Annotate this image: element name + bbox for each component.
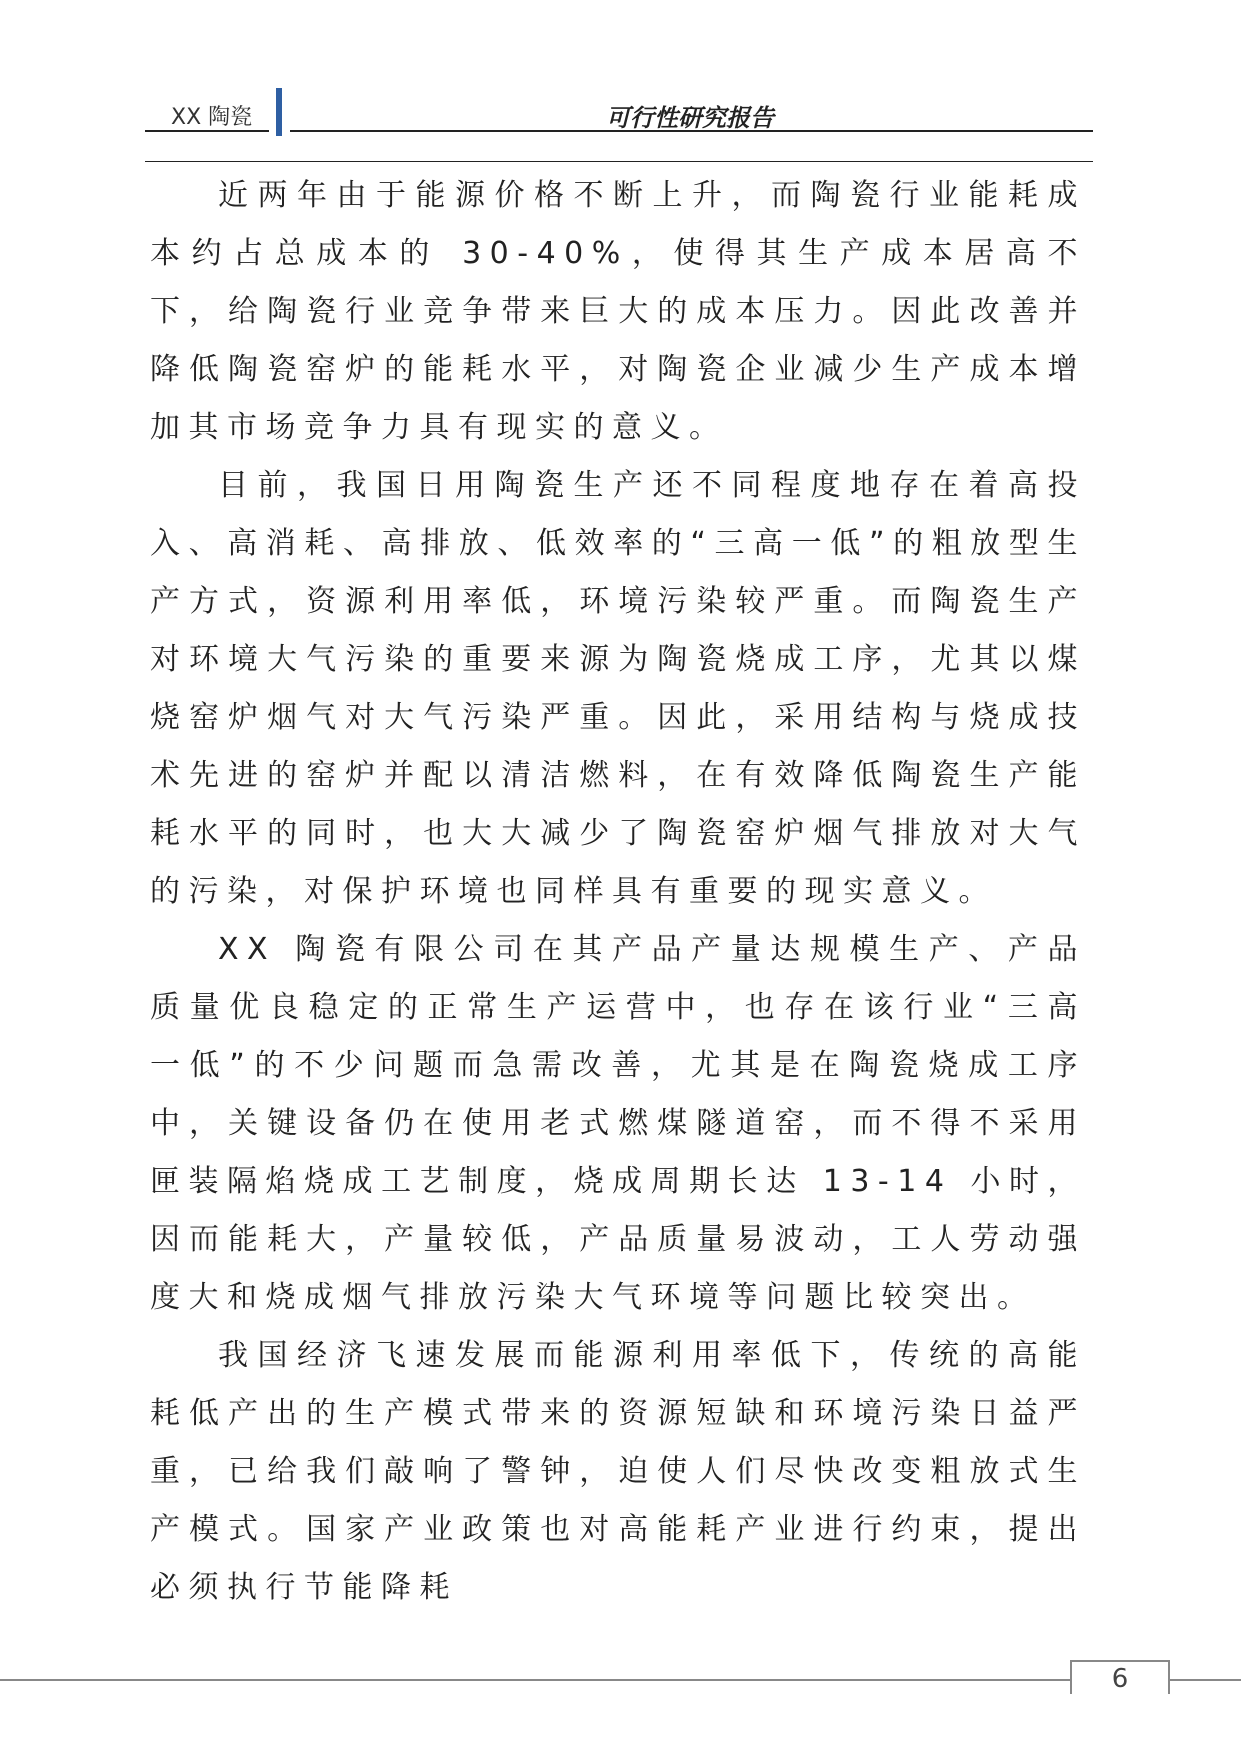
paragraph-4: 我国经济飞速发展而能源利用率低下，传统的高能耗低产出的生产模式带来的资源短缺和环境污染日益严重，已给我们敲响了警钟，迫使人们尽快改变粗放式生产模式。国家产业政策也对高能耗产业进行约束，提出必须执行节能降耗 <box>150 1338 1086 1605</box>
page-number: 6 <box>1111 1664 1129 1694</box>
paragraph-1: 近两年由于能源价格不断上升，而陶瓷行业能耗成本约占总成本的 30-40%，使得其生产成本居高不下，给陶瓷行业竞争带来巨大的成本压力。因此改善并降低陶瓷窑炉的能耗水平，对陶瓷企业减少生产成本增加其市场竞争力具有现实的意义。 <box>150 178 1086 445</box>
header-divider <box>145 161 1093 162</box>
body-content <box>150 167 1086 1617</box>
paragraph-2: 目前，我国日用陶瓷生产还不同程度地存在着高投入、高消耗、高排放、低效率的“三高一低”的粗放型生产方式，资源利用率低，环境污染较严重。而陶瓷生产对环境大气污染的重要来源为陶瓷烧成工序，尤其以煤烧窑炉烟气对大气污染严重。因此，采用结构与烧成技术先进的窑炉并配以清洁燃料，在有效降低陶瓷生产能耗水平的同时，也大大减少了陶瓷窑炉烟气排放对大气的污染，对保护环境也同样具有重要的现实意义。 <box>150 468 1086 909</box>
footer-rule-left <box>0 1679 1072 1681</box>
header-report-title: 可行性研究报告 <box>606 104 774 132</box>
header-company-block <box>145 96 269 132</box>
paragraph-3: XX 陶瓷有限公司在其产品产量达规模生产、产品质量优良稳定的正常生产运营中，也存在该行业“三高一低”的不少问题而急需改善，尤其是在陶瓷烧成工序中，关键设备仍在使用老式燃煤隧道窑，而不得不采用匣装隔焰烧成工艺制度，烧成周期长达 13-14 小时，因而能耗大，产量较低，产品质量易波动，工人劳动强度大和烧成烟气排放污染大气环境等问题比较突出。 <box>150 932 1086 1315</box>
header-title-block <box>290 96 1093 132</box>
footer-rule-right <box>1170 1679 1241 1681</box>
header-accent-bar <box>276 88 282 136</box>
header-company-name: XX 陶瓷 <box>171 105 253 130</box>
page-number-tab <box>1070 1660 1170 1694</box>
